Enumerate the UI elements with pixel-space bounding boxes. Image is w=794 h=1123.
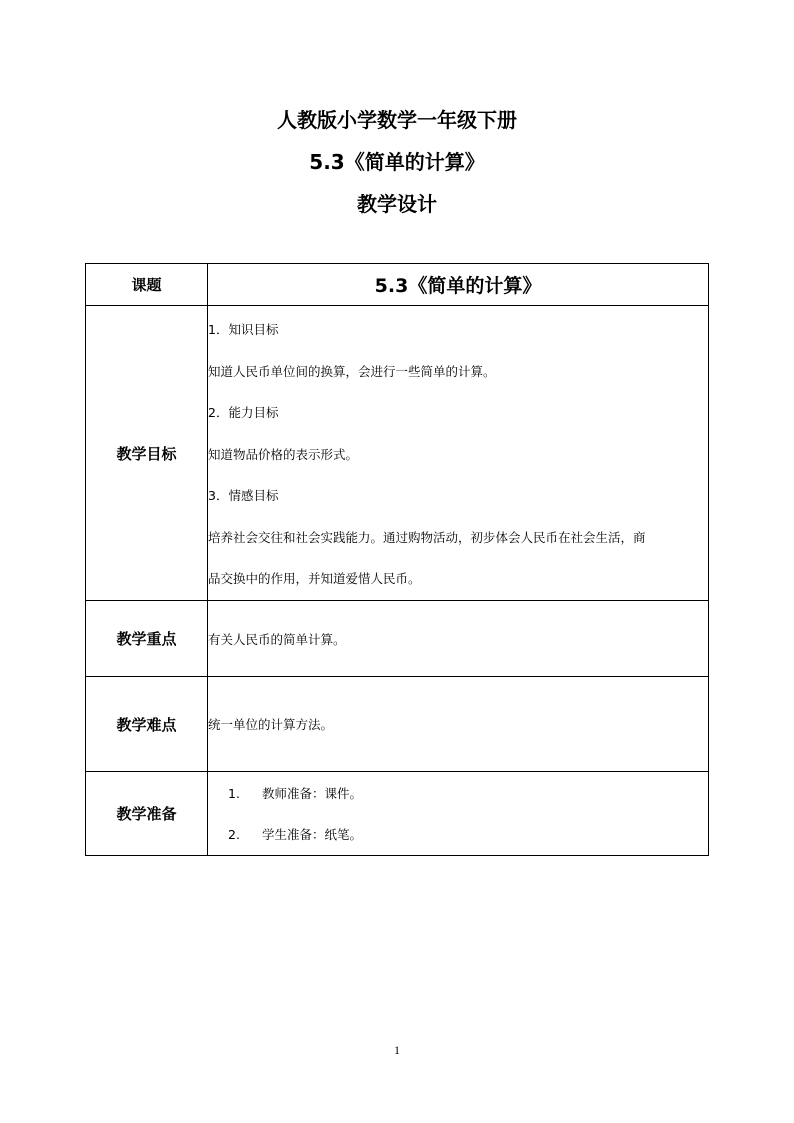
subject-row [86, 264, 709, 306]
preparation-item [208, 773, 708, 814]
goal-line: 品交换中的作用，并知道爱惜人民币。 [208, 571, 421, 587]
preparation-label: 教学准备 [86, 772, 208, 856]
difficulties-row [86, 677, 709, 772]
key-points-row [86, 601, 709, 677]
goals-label: 教学目标 [86, 306, 208, 601]
subject-label: 课题 [86, 264, 208, 306]
lesson-plan-table [85, 263, 709, 856]
key-points-value: 有关人民币的简单计算。 [208, 601, 709, 677]
goal-line: 培养社会交往和社会实践能力。通过购物活动，初步体会人民币在社会生活，商 [208, 529, 646, 545]
subject-value: 5.3《简单的计算》 [208, 264, 709, 306]
preparation-item [208, 814, 708, 855]
page-number: 1 [394, 1043, 400, 1057]
document-title-line-1: 人教版小学数学一年级下册 [277, 108, 517, 132]
preparation-item-text: 教师准备：课件。 [262, 785, 363, 801]
goal-line: 2．能力目标 [208, 405, 279, 421]
goal-line: 3．情感目标 [208, 488, 279, 504]
document-title-line-2: 5.3《简单的计算》 [309, 150, 485, 174]
difficulties-label: 教学难点 [86, 677, 208, 772]
goal-line: 知道物品价格的表示形式。 [208, 446, 359, 462]
difficulties-value: 统一单位的计算方法。 [208, 677, 709, 772]
preparation-content [208, 772, 709, 856]
goal-line: 知道人民币单位间的换算，会进行一些简单的计算。 [208, 363, 496, 379]
preparation-item-text: 学生准备：纸笔。 [262, 826, 363, 842]
goals-row [86, 306, 709, 601]
preparation-item-number: 2. [228, 826, 240, 842]
preparation-row [86, 772, 709, 856]
goal-line: 1．知识目标 [208, 322, 279, 338]
document-title-line-3: 教学设计 [357, 192, 437, 216]
goals-content [208, 306, 709, 601]
key-points-label: 教学重点 [86, 601, 208, 677]
preparation-item-number: 1. [228, 785, 240, 801]
